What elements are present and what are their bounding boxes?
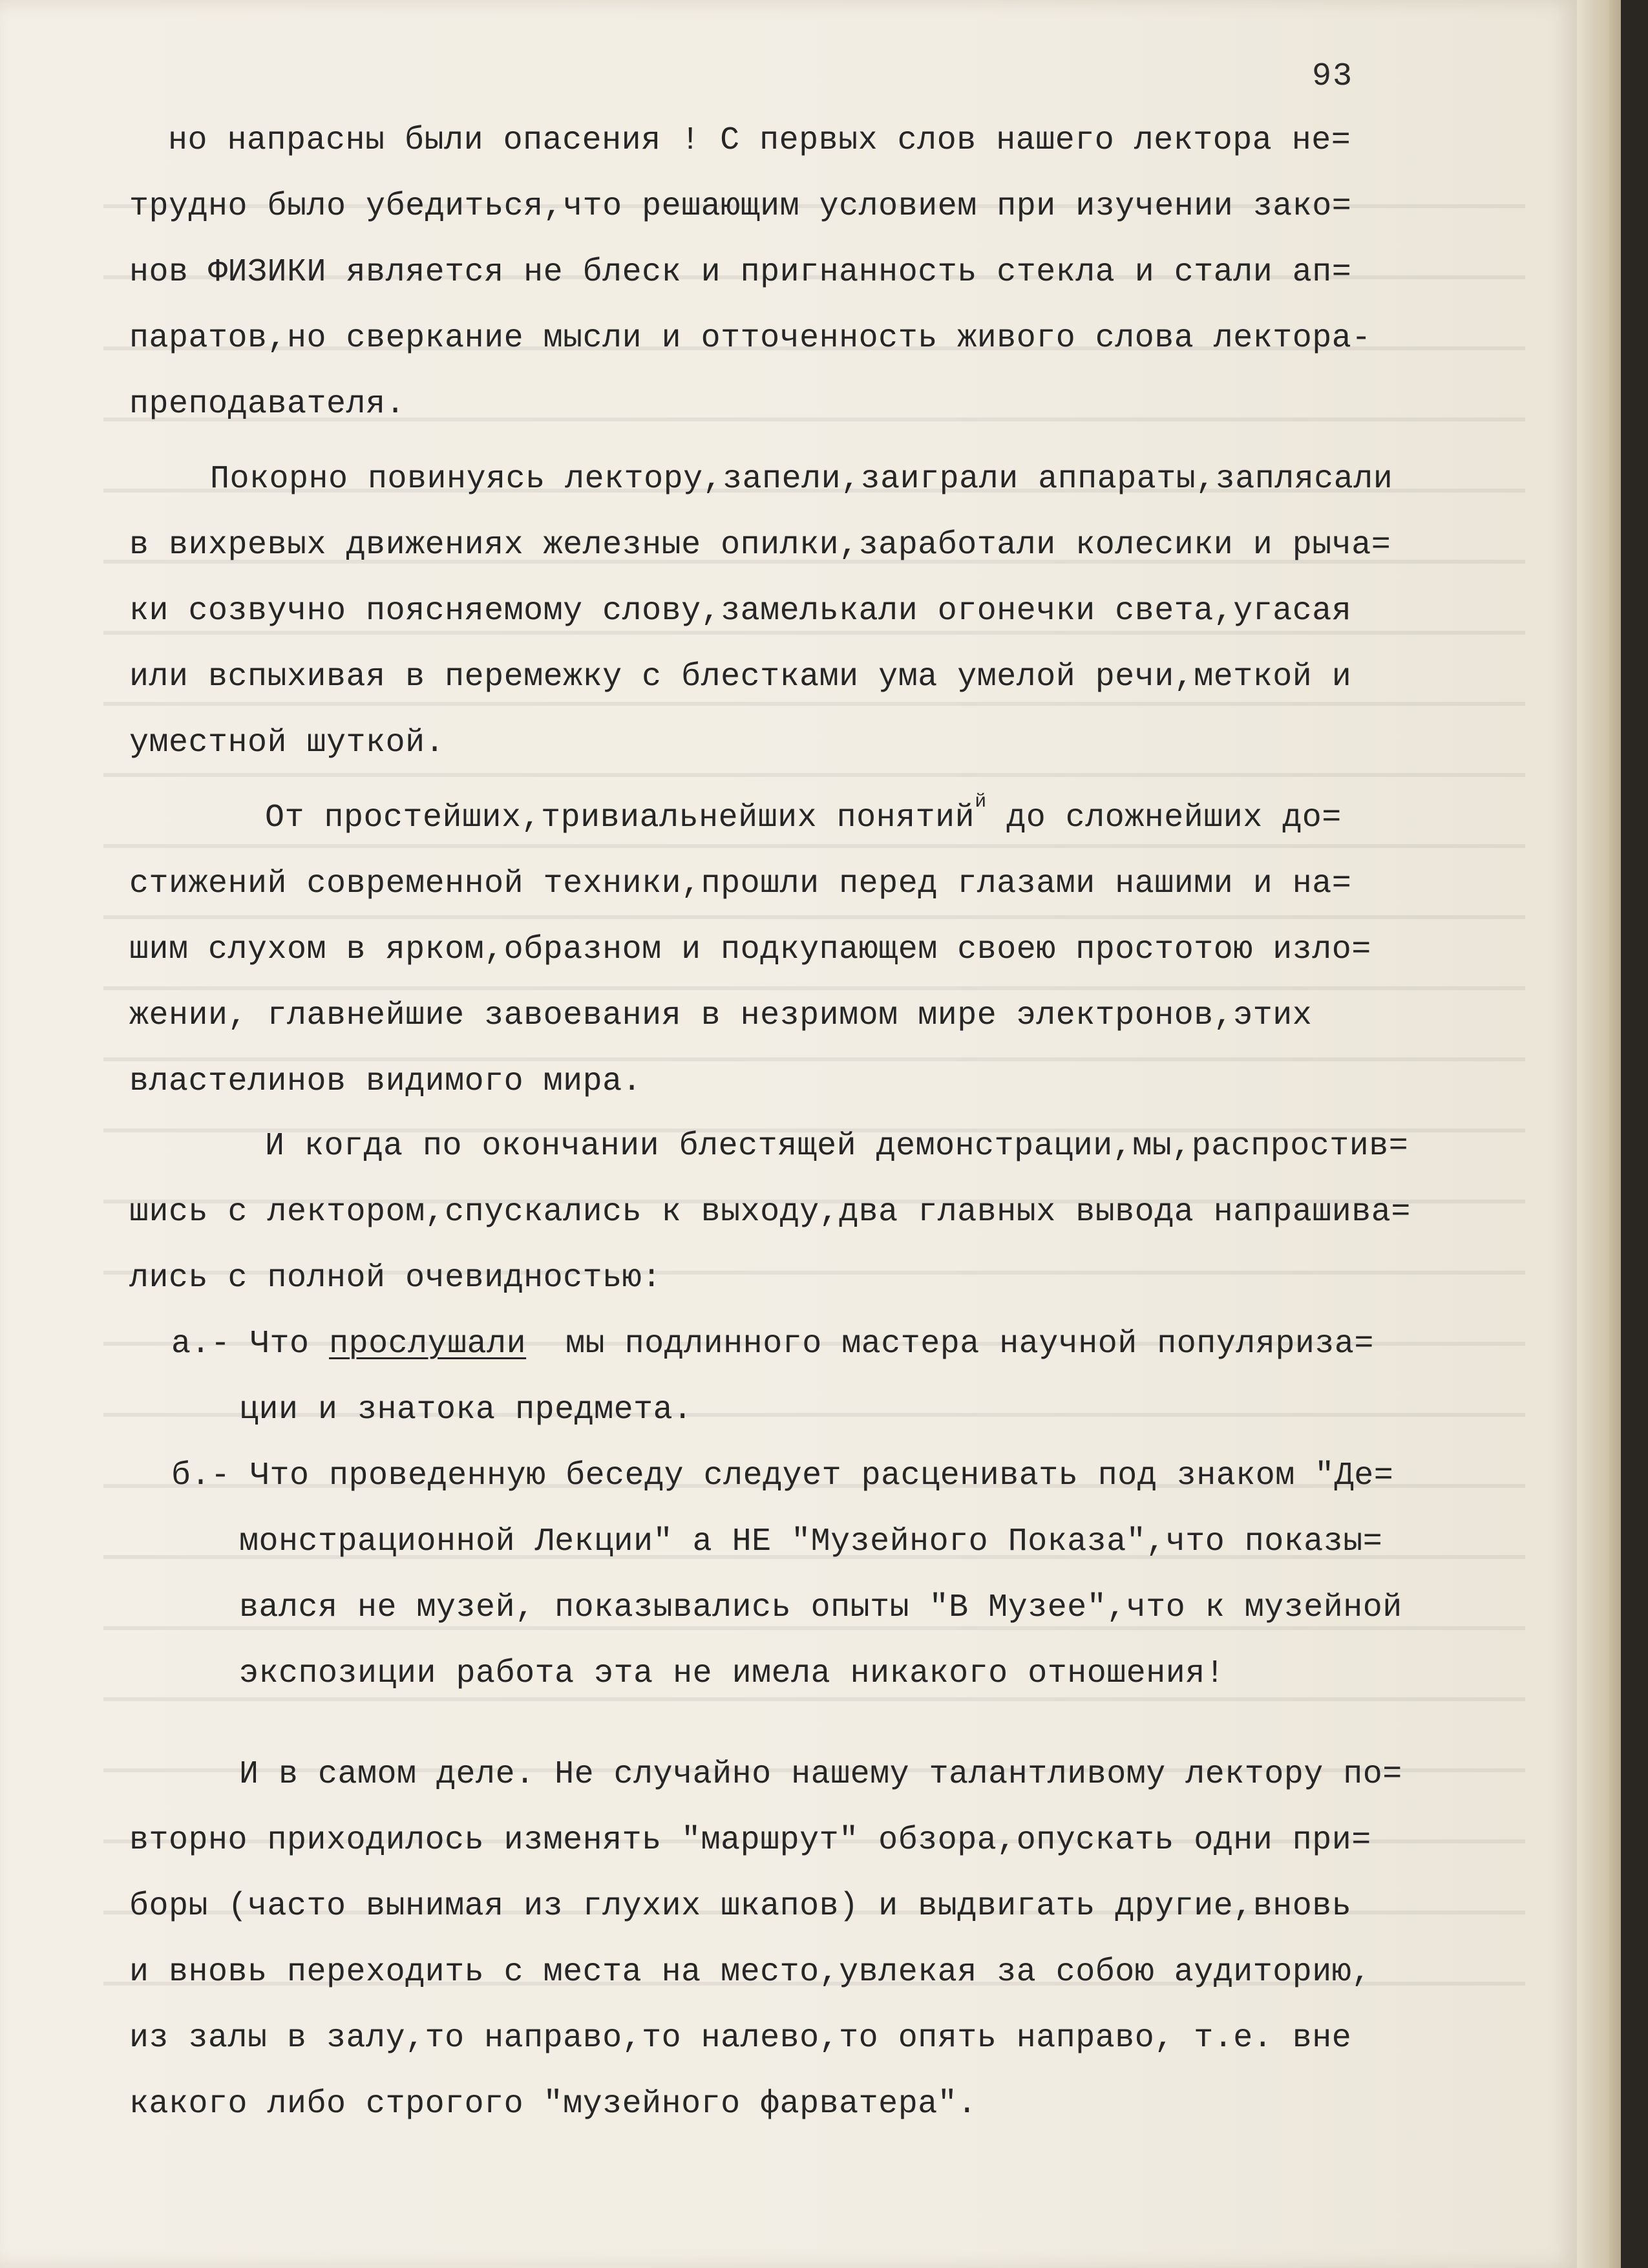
list-item-b: б.- Что проведенную беседу следует расценивать под знаком "Де= bbox=[171, 1457, 1394, 1494]
page-stack-edge bbox=[1609, 0, 1621, 2268]
text-line: экспозиции работа эта не имела никакого отношения! bbox=[239, 1655, 1225, 1692]
text-line: какого либо строгого "музейного фарватера". bbox=[129, 2086, 977, 2123]
page-stack-edge bbox=[1577, 0, 1609, 2268]
text-line: шись с лектором,спускались к выходу,два главных вывода напрашива= bbox=[129, 1194, 1411, 1231]
text-line: боры (часто вынимая из глухих шкапов) и выдвигать другие,вновь bbox=[129, 1888, 1352, 1925]
text-line: трудно было убедиться,что решающим условием при изучении зако= bbox=[129, 188, 1352, 225]
text-line: Покорно повинуясь лектору,запели,заиграли аппараты,заплясали bbox=[210, 461, 1393, 498]
text-line: стижений современной техники,прошли перед глазами нашими и на= bbox=[129, 865, 1352, 902]
text-line: или вспыхивая в перемежку с блестками ума умелой речи,меткой и bbox=[129, 659, 1352, 695]
text-line: ции и знатока предмета. bbox=[239, 1392, 693, 1428]
text-line: монстрационной Лекции" а НЕ "Музейного Показа",что показы= bbox=[239, 1523, 1383, 1560]
text-line: шим слухом в ярком,образном и подкупающем своею простотою изло= bbox=[129, 931, 1371, 968]
text-line: нов ФИЗИКИ является не блеск и пригнанность стекла и стали ап= bbox=[129, 254, 1352, 291]
text-line: но напрасны были опасения ! С первых слов нашего лектора не= bbox=[168, 122, 1351, 159]
superscript-correction: й bbox=[975, 791, 987, 813]
page-number: 93 bbox=[1312, 58, 1354, 95]
text-line: и вновь переходить с места на место,увлекая за собою аудиторию, bbox=[129, 1954, 1371, 1991]
text-line: властелинов видимого мира. bbox=[129, 1063, 642, 1100]
text-line: из залы в залу,то направо,то налево,то опять направо, т.е. вне bbox=[129, 2020, 1352, 2057]
text-line: вался не музей, показывались опыты "В Музее",что к музейной bbox=[239, 1589, 1402, 1626]
text-line: в вихревых движениях железные опилки,заработали колесики и рыча= bbox=[129, 527, 1391, 564]
underlined-word: прослушали bbox=[329, 1326, 527, 1362]
text-fragment: мы подлинного мастера научной популяриза= bbox=[565, 1326, 1374, 1362]
text-fragment: до сложнейших до= bbox=[1006, 800, 1342, 836]
text-line: паратов,но сверкание мысли и отточенность живого слова лектора- bbox=[129, 320, 1371, 357]
text-line: лись с полной очевидностью: bbox=[129, 1260, 662, 1297]
text-line: И в самом деле. Не случайно нашему талантливому лектору по= bbox=[239, 1756, 1402, 1793]
text-line: вторно приходилось изменять "маршрут" обзора,опускать одни при= bbox=[129, 1822, 1371, 1859]
text-line: уместной шуткой. bbox=[129, 725, 445, 761]
text-line: ки созвучно поясняемому слову,замелькали огонечки света,угасая bbox=[129, 593, 1352, 630]
text-line: преподавателя. bbox=[129, 386, 406, 423]
text-line bbox=[265, 791, 1342, 841]
list-item-a bbox=[171, 1325, 1374, 1364]
text-fragment: От простейших,тривиальнейших понятий bbox=[265, 800, 975, 836]
text-fragment: а.- Что bbox=[171, 1326, 310, 1362]
text-line: И когда по окончании блестящей демонстрации,мы,распростив= bbox=[265, 1128, 1409, 1165]
text-line: жении, главнейшие завоевания в незримом мире электронов,этих bbox=[129, 997, 1313, 1034]
